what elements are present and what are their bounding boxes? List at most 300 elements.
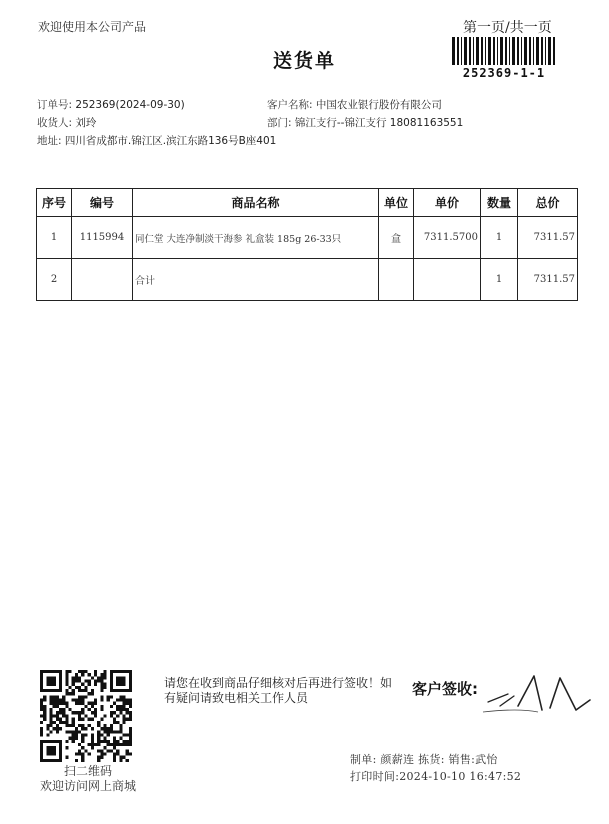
col-header-total: 总价 (518, 189, 578, 217)
qr-module (116, 676, 126, 686)
qr-module (62, 714, 65, 717)
qr-module (72, 683, 75, 686)
goods-table (36, 188, 578, 301)
handwritten-signature (478, 668, 608, 716)
cell-unit (379, 259, 414, 301)
qr-module (116, 749, 119, 752)
qr-module (84, 686, 87, 689)
qr-module (59, 727, 62, 730)
qr-module (116, 730, 119, 733)
barcode-bar (469, 37, 471, 65)
qr-module (65, 756, 68, 759)
qr-module (59, 721, 62, 724)
qr-module (84, 733, 87, 736)
qr-module (59, 708, 62, 711)
qr-module (91, 746, 94, 749)
qr-module (53, 699, 56, 702)
qr-module (91, 737, 94, 740)
qr-module (75, 730, 78, 733)
qr-module (50, 702, 53, 705)
qr-module (65, 705, 68, 708)
qr-module (126, 749, 129, 752)
qr-module (72, 730, 75, 733)
order-number-value: 252369(2024-09-30) (75, 99, 185, 111)
qr-module (78, 699, 81, 702)
qr-module (126, 708, 129, 711)
qr-module (65, 702, 68, 705)
qr-module (62, 711, 65, 714)
qr-module (107, 727, 110, 730)
receiver-label: 收货人: (37, 117, 73, 129)
qr-module (129, 705, 132, 708)
qr-module (59, 702, 62, 705)
cell-total: 7311.57 (518, 217, 578, 259)
qr-module (91, 733, 94, 736)
qr-module (65, 670, 68, 673)
qr-module (72, 699, 75, 702)
qr-module (88, 708, 91, 711)
barcode-bar (545, 37, 546, 65)
qr-module (53, 695, 56, 698)
qr-module (129, 743, 132, 746)
qr-module (116, 721, 119, 724)
qr-module (97, 721, 100, 724)
qr-module (122, 718, 125, 721)
qr-module (56, 702, 59, 705)
qr-module (116, 740, 119, 743)
qr-module (69, 670, 72, 673)
page-indicator: 第一页/共一页 (463, 20, 552, 36)
cell-unit: 盒 (379, 217, 414, 259)
qr-module (119, 695, 122, 698)
department-label: 部门: (267, 117, 292, 129)
qr-module (107, 695, 110, 698)
qr-module (100, 689, 103, 692)
qr-module (75, 752, 78, 755)
qr-module (94, 711, 97, 714)
address-value: 四川省成都市.锦江区.滨江东路136号B座401 (64, 135, 277, 147)
qr-module (65, 689, 68, 692)
qr-module (46, 727, 49, 730)
qr-module (65, 718, 68, 721)
qr-module (97, 724, 100, 727)
qr-module (62, 699, 65, 702)
qr-module (129, 711, 132, 714)
customer-label: 客户名称: (267, 99, 313, 111)
qr-module (110, 730, 113, 733)
qr-module (53, 702, 56, 705)
cell-total-label: 合计 (133, 259, 379, 301)
qr-caption-mall: 欢迎访问网上商城 (39, 779, 136, 793)
barcode-bar (485, 37, 486, 65)
qr-module (126, 743, 129, 746)
qr-module (56, 699, 59, 702)
qr-module (81, 699, 84, 702)
qr-module (84, 689, 87, 692)
qr-module (107, 743, 110, 746)
qr-module (107, 730, 110, 733)
qr-module (46, 724, 49, 727)
qr-module (129, 718, 132, 721)
qr-module (110, 714, 113, 717)
qr-module (65, 746, 68, 749)
qr-module (110, 743, 113, 746)
qr-module (100, 683, 103, 686)
qr-module (84, 727, 87, 730)
qr-module (56, 711, 59, 714)
qr-module (91, 705, 94, 708)
qr-module (81, 689, 84, 692)
table-header-row (37, 189, 578, 217)
qr-module (72, 680, 75, 683)
barcode-number: 252369-1-1 (462, 66, 546, 80)
qr-module (107, 749, 110, 752)
qr-module (78, 752, 81, 755)
qr-module (72, 689, 75, 692)
qr-module (53, 705, 56, 708)
qr-module (91, 718, 94, 721)
qr-module (100, 718, 103, 721)
qr-module (103, 737, 106, 740)
qr-module (91, 727, 94, 730)
qr-module (129, 752, 132, 755)
qr-module (97, 756, 100, 759)
qr-module (100, 756, 103, 759)
qr-module (65, 730, 68, 733)
qr-module (122, 708, 125, 711)
qr-module (78, 670, 81, 673)
cell-quantity: 1 (481, 259, 518, 301)
qr-module (50, 724, 53, 727)
barcode-bar (553, 37, 555, 65)
qr-module (103, 730, 106, 733)
qr-module (81, 718, 84, 721)
barcode-bar (517, 37, 519, 65)
department-field (267, 115, 463, 130)
qr-module (78, 711, 81, 714)
qr-module (72, 721, 75, 724)
qr-module (122, 740, 125, 743)
qr-module (72, 724, 75, 727)
col-header-unit-price: 单价 (414, 189, 481, 217)
qr-module (100, 686, 103, 689)
qr-module (78, 718, 81, 721)
qr-module (81, 673, 84, 676)
qr-module (91, 692, 94, 695)
qr-module (75, 676, 78, 679)
qr-module (100, 727, 103, 730)
qr-module (40, 705, 43, 708)
qr-module (72, 718, 75, 721)
qr-module (113, 743, 116, 746)
qr-module (78, 680, 81, 683)
qr-module (97, 749, 100, 752)
qr-module (65, 692, 68, 695)
qr-module (43, 711, 46, 714)
qr-module (88, 718, 91, 721)
qr-module (126, 699, 129, 702)
barcode-bar (529, 37, 531, 65)
qr-module (100, 733, 103, 736)
qr-module (122, 699, 125, 702)
qr-module (69, 724, 72, 727)
qr-module (113, 702, 116, 705)
qr-module (113, 740, 116, 743)
qr-module (88, 673, 91, 676)
qr-module (69, 692, 72, 695)
qr-module (65, 683, 68, 686)
qr-module (88, 683, 91, 686)
qr-module (94, 680, 97, 683)
qr-module (81, 695, 84, 698)
cell-total: 7311.57 (518, 259, 578, 301)
qr-module (50, 699, 53, 702)
qr-module (81, 740, 84, 743)
qr-module (72, 737, 75, 740)
qr-module (122, 702, 125, 705)
barcode-bar (536, 37, 539, 65)
qr-module (62, 708, 65, 711)
qr-module (119, 756, 122, 759)
qr-module (75, 733, 78, 736)
qr-module (129, 740, 132, 743)
barcode-bar (476, 37, 479, 65)
qr-module (69, 686, 72, 689)
qr-module (91, 743, 94, 746)
qr-module (91, 702, 94, 705)
receiver-value: 刘玲 (75, 117, 97, 129)
receiver-field (37, 115, 96, 130)
qr-module (119, 724, 122, 727)
qr-module (62, 702, 65, 705)
qr-module (75, 673, 78, 676)
order-number-field (37, 97, 185, 112)
qr-module (113, 711, 116, 714)
qr-module (81, 670, 84, 673)
qr-module (97, 737, 100, 740)
qr-module (56, 705, 59, 708)
barcode-bar (521, 37, 522, 65)
barcode-bar (512, 37, 515, 65)
qr-module (81, 756, 84, 759)
qr-module (59, 699, 62, 702)
qr-module (129, 714, 132, 717)
qr-module (100, 740, 103, 743)
qr-module (107, 733, 110, 736)
qr-module (100, 699, 103, 702)
qr-module (65, 676, 68, 679)
qr-module (43, 705, 46, 708)
qr-module (88, 743, 91, 746)
qr-module (103, 670, 106, 673)
qr-module (84, 714, 87, 717)
qr-caption-scan: 扫二维码 (63, 764, 112, 778)
qr-module (69, 737, 72, 740)
qr-module (78, 730, 81, 733)
qr-module (110, 724, 113, 727)
qr-module (107, 740, 110, 743)
qr-module (50, 708, 53, 711)
qr-module (94, 673, 97, 676)
barcode-bar (488, 37, 491, 65)
qr-module (65, 680, 68, 683)
qr-module (129, 730, 132, 733)
qr-module (129, 702, 132, 705)
qr-module (116, 714, 119, 717)
qr-module (126, 752, 129, 755)
qr-module (110, 711, 113, 714)
qr-module (81, 708, 84, 711)
barcode (452, 37, 556, 65)
barcode-bar (497, 37, 498, 65)
qr-module (113, 756, 116, 759)
qr-module (126, 740, 129, 743)
qr-module (94, 699, 97, 702)
qr-module (100, 752, 103, 755)
qr-module (113, 721, 116, 724)
customer-signature-label: 客户签收: (412, 680, 478, 698)
qr-module (100, 705, 103, 708)
qr-module (100, 708, 103, 711)
qr-module (81, 711, 84, 714)
qr-module (97, 740, 100, 743)
qr-module (62, 721, 65, 724)
qr-module (100, 695, 103, 698)
qr-module (84, 680, 87, 683)
qr-module (94, 714, 97, 717)
qr-module (75, 737, 78, 740)
qr-module (91, 740, 94, 743)
qr-module (65, 714, 68, 717)
qr-module (46, 676, 56, 686)
qr-module (88, 724, 91, 727)
qr-module (69, 730, 72, 733)
qr-module (100, 673, 103, 676)
qr-module (119, 708, 122, 711)
qr-module (84, 705, 87, 708)
qr-module (122, 743, 125, 746)
qr-module (91, 676, 94, 679)
qr-module (69, 708, 72, 711)
qr-module (78, 724, 81, 727)
qr-module (122, 695, 125, 698)
qr-module (40, 733, 43, 736)
qr-module (103, 746, 106, 749)
qr-module (88, 680, 91, 683)
qr-module (78, 714, 81, 717)
qr-module (113, 718, 116, 721)
col-header-quantity: 数量 (481, 189, 518, 217)
barcode-bar (548, 37, 551, 65)
qr-module (116, 743, 119, 746)
qr-module (72, 676, 75, 679)
col-header-code: 编号 (72, 189, 133, 217)
barcode-bar (500, 37, 503, 65)
qr-module (75, 686, 78, 689)
qr-module (91, 689, 94, 692)
department-value: 锦江支行--锦江支行 18081163551 (294, 117, 464, 129)
qr-module (84, 749, 87, 752)
qr-module (53, 721, 56, 724)
qr-module (97, 676, 100, 679)
cell-code (72, 259, 133, 301)
qr-module (110, 705, 113, 708)
qr-module (126, 733, 129, 736)
table-row (37, 217, 578, 259)
qr-module (78, 689, 81, 692)
qr-module (100, 680, 103, 683)
qr-module (103, 676, 106, 679)
qr-module (40, 721, 43, 724)
qr-module (78, 749, 81, 752)
qr-module (97, 743, 100, 746)
qr-module (113, 746, 116, 749)
staff-line: 制单: 颜薪连 拣货: 销售:武怡 (350, 753, 498, 766)
qr-module (94, 743, 97, 746)
customer-value: 中国农业银行股份有限公司 (315, 99, 442, 111)
qr-module (43, 714, 46, 717)
qr-module (72, 733, 75, 736)
qr-module (100, 676, 103, 679)
qr-module (97, 730, 100, 733)
cell-index: 2 (37, 259, 72, 301)
qr-module (78, 702, 81, 705)
qr-module (40, 708, 43, 711)
qr-module (72, 740, 75, 743)
col-header-unit: 单位 (379, 189, 414, 217)
qr-module (116, 705, 119, 708)
barcode-bar (533, 37, 534, 65)
qr-module (126, 718, 129, 721)
qr-module (43, 708, 46, 711)
qr-module (103, 686, 106, 689)
qr-module (119, 699, 122, 702)
qr-module (88, 752, 91, 755)
barcode-bar (473, 37, 474, 65)
qr-module (113, 737, 116, 740)
table-row-total (37, 259, 578, 301)
receipt-notice: 请您在收到商品仔细核对后再进行签收！如有疑问请致电相关工作人员 (164, 676, 393, 705)
page-title: 送货单 (272, 50, 336, 72)
qr-module (75, 702, 78, 705)
qr-module (65, 721, 68, 724)
qr-module (100, 749, 103, 752)
welcome-text: 欢迎使用本公司产品 (38, 20, 147, 34)
qr-module (107, 699, 110, 702)
print-time: 打印时间:2024-10-10 16:47:52 (350, 770, 522, 783)
qr-module (103, 724, 106, 727)
qr-module (88, 692, 91, 695)
qr-module (119, 743, 122, 746)
qr-module (103, 727, 106, 730)
qr-module (43, 695, 46, 698)
qr-module (110, 695, 113, 698)
qr-module (40, 727, 43, 730)
qr-module (88, 702, 91, 705)
qr-module (59, 711, 62, 714)
cell-unit-price: 7311.5700 (414, 217, 481, 259)
qr-module (119, 727, 122, 730)
barcode-bar (505, 37, 507, 65)
qr-module (84, 670, 87, 673)
qr-module (43, 718, 46, 721)
qr-module (53, 714, 56, 717)
barcode-bar (524, 37, 527, 65)
qr-module (59, 718, 62, 721)
qr-module (119, 737, 122, 740)
qr-module (122, 756, 125, 759)
qr-module (119, 711, 122, 714)
